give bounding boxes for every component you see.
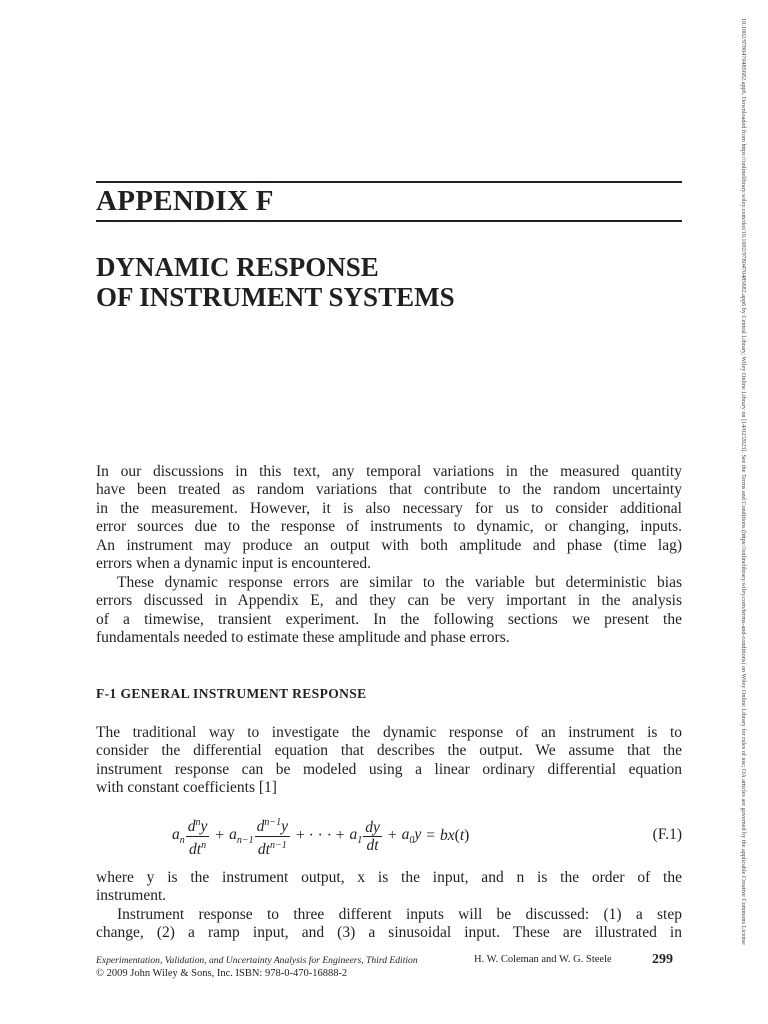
- page-number: 299: [652, 952, 673, 967]
- authors: H. W. Coleman and W. G. Steele: [474, 954, 612, 965]
- title-line-2: OF INSTRUMENT SYSTEMS: [96, 282, 455, 312]
- section-paragraph-3: Instrument response to three different inputs will be discussed: (1) a step change, (2) a ramp input, and (3) a sinusoidal input. These are illustrated in: [96, 906, 682, 942]
- top-rule: [96, 181, 682, 183]
- section-heading: F-1 GENERAL INSTRUMENT RESPONSE: [96, 686, 367, 701]
- title-line-1: DYNAMIC RESPONSE: [96, 252, 379, 282]
- bottom-rule: [96, 220, 682, 222]
- section-paragraph-1: The traditional way to investigate the dynamic response of an instrument is to consider the differential equation that describes the output. We assume that the instrument response can be modeled using a linear ordinary differential equation with constant coefficients [1]: [96, 724, 682, 797]
- section-paragraph-2: where y is the instrument output, x is the input, and n is the order of the instrument.: [96, 869, 682, 905]
- equation-number: (F.1): [652, 826, 682, 843]
- book-title: Experimentation, Validation, and Uncertainty Analysis for Engineers, Third Edition: [96, 955, 418, 966]
- equation-body: $a_n$ $\frac{d^ny}{dt^n}$ + $a_{n-1}$ $\frac{d^{n-1}y}{dt^{n-1}}$ + · · · + $a_1$ $\frac{dy}{dt}$ + $a_0y$ = bx ( t ): [172, 814, 469, 858]
- appendix-title: [96, 252, 455, 312]
- appendix-label: APPENDIX F: [96, 185, 274, 217]
- equation-f1: [172, 814, 682, 858]
- intro-paragraph-2: These dynamic response errors are similar to the variable but deterministic bias errors discussed in Appendix E, and they can be very important in the analysis of a timewise, transient experiment. In the following sections we present the fundamentals needed to estimate these amplitude and phase errors.: [96, 574, 682, 647]
- copyright: © 2009 John Wiley & Sons, Inc. ISBN: 978-0-470-16888-2: [96, 968, 348, 979]
- download-notice: 10.1002/9780470485682.app6, Downloaded from https://onlinelibrary.wiley.com/doi/10.1002/9780470485682.app6 by Central Library, Wiley Online Library on [14/02/2023]. See the Terms and Conditions (https://onlinelibrary.wiley.com/terms-and-conditions) on Wiley Online Library for rules of use; OA articles are governed by the applicable Creative Commons License: [740, 18, 747, 945]
- intro-paragraph-1: In our discussions in this text, any temporal variations in the measured quantity have been treated as random variations that contribute to the random uncertainty in the measurement. However, it is also necessary for us to consider additional error sources due to the response of instruments to dynamic, or changing, inputs. An instrument may produce an output with both amplitude and phase (time lag) errors when a dynamic input is encountered.: [96, 463, 682, 573]
